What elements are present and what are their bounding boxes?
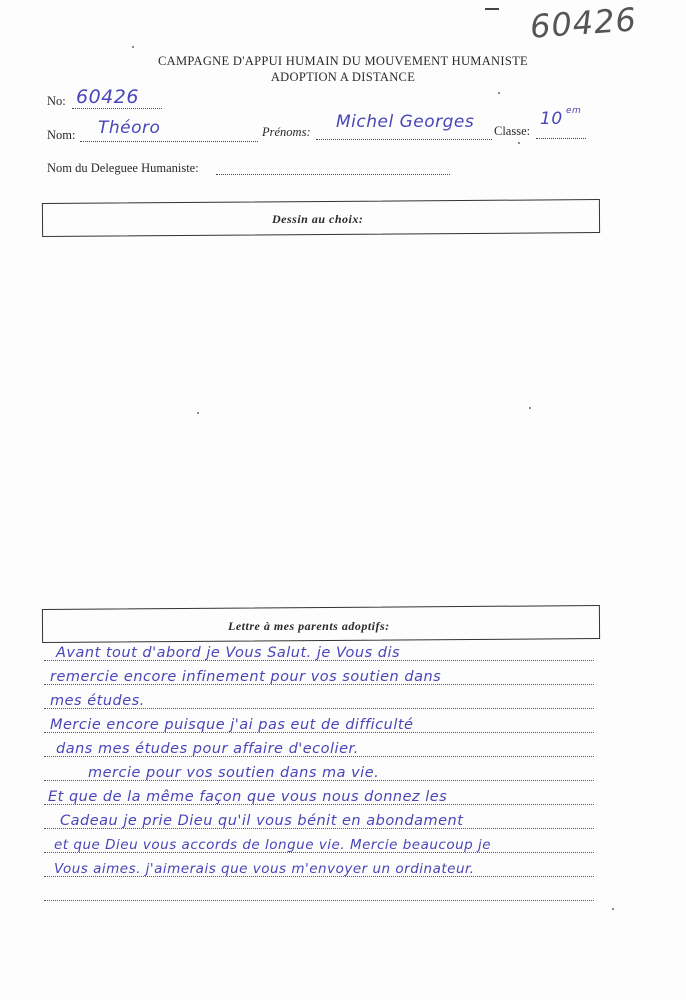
letter-line: mercie pour vos soutien dans ma vie. [88,765,380,781]
no-dotted-line [72,108,162,109]
letter-line: Mercie encore puisque j'ai pas eut de difficulté [50,717,414,733]
classe-dotted-line [536,138,586,139]
prenoms-value: Michel Georges [336,112,475,132]
corner-mark [485,8,499,10]
no-label: No: [47,94,66,108]
classe-label: Classe: [494,124,531,138]
prenoms-dotted-line [316,139,492,140]
speck [132,46,134,48]
speck [498,92,500,94]
letter-line: Cadeau je prie Dieu qu'il vous bénit en abondament [60,813,464,829]
writing-line [44,900,594,901]
delegue-dotted-line [216,174,450,175]
dessin-title: Dessin au choix: [272,212,364,226]
letter-line: et que Dieu vous accords de longue vie. Mercie beaucoup je [54,837,492,853]
speck [197,412,199,414]
letter-line: remercie encore infinement pour vos soutien dans [50,669,442,685]
header-campaign-title: CAMPAGNE D'APPUI HUMAIN DU MOUVEMENT HUMANISTE [158,54,528,68]
nom-label: Nom: [47,128,76,142]
speck [612,908,614,910]
speck [529,407,531,409]
letter-line: dans mes études pour affaire d'ecolier. [56,741,359,757]
letter-line: Et que de la même façon que vous nous donnez les [48,789,448,805]
delegue-label: Nom du Deleguee Humaniste: [47,161,199,175]
header-subtitle: ADOPTION A DISTANCE [270,70,416,84]
prenoms-label: Prénoms: [262,125,311,139]
nom-dotted-line [80,141,258,142]
corner-number: 60426 [528,0,638,46]
letter-line: mes études. [50,693,145,709]
classe-value: 10 [540,109,563,129]
lettre-title: Lettre à mes parents adoptifs: [228,619,390,633]
classe-superscript: em [566,106,582,116]
letter-line: Avant tout d'abord je Vous Salut. je Vous dis [56,645,401,661]
nom-value: Théoro [98,118,161,138]
speck [518,142,520,144]
letter-line: Vous aimes. j'aimerais que vous m'envoyer un ordinateur. [54,861,475,877]
no-value: 60426 [76,86,139,108]
